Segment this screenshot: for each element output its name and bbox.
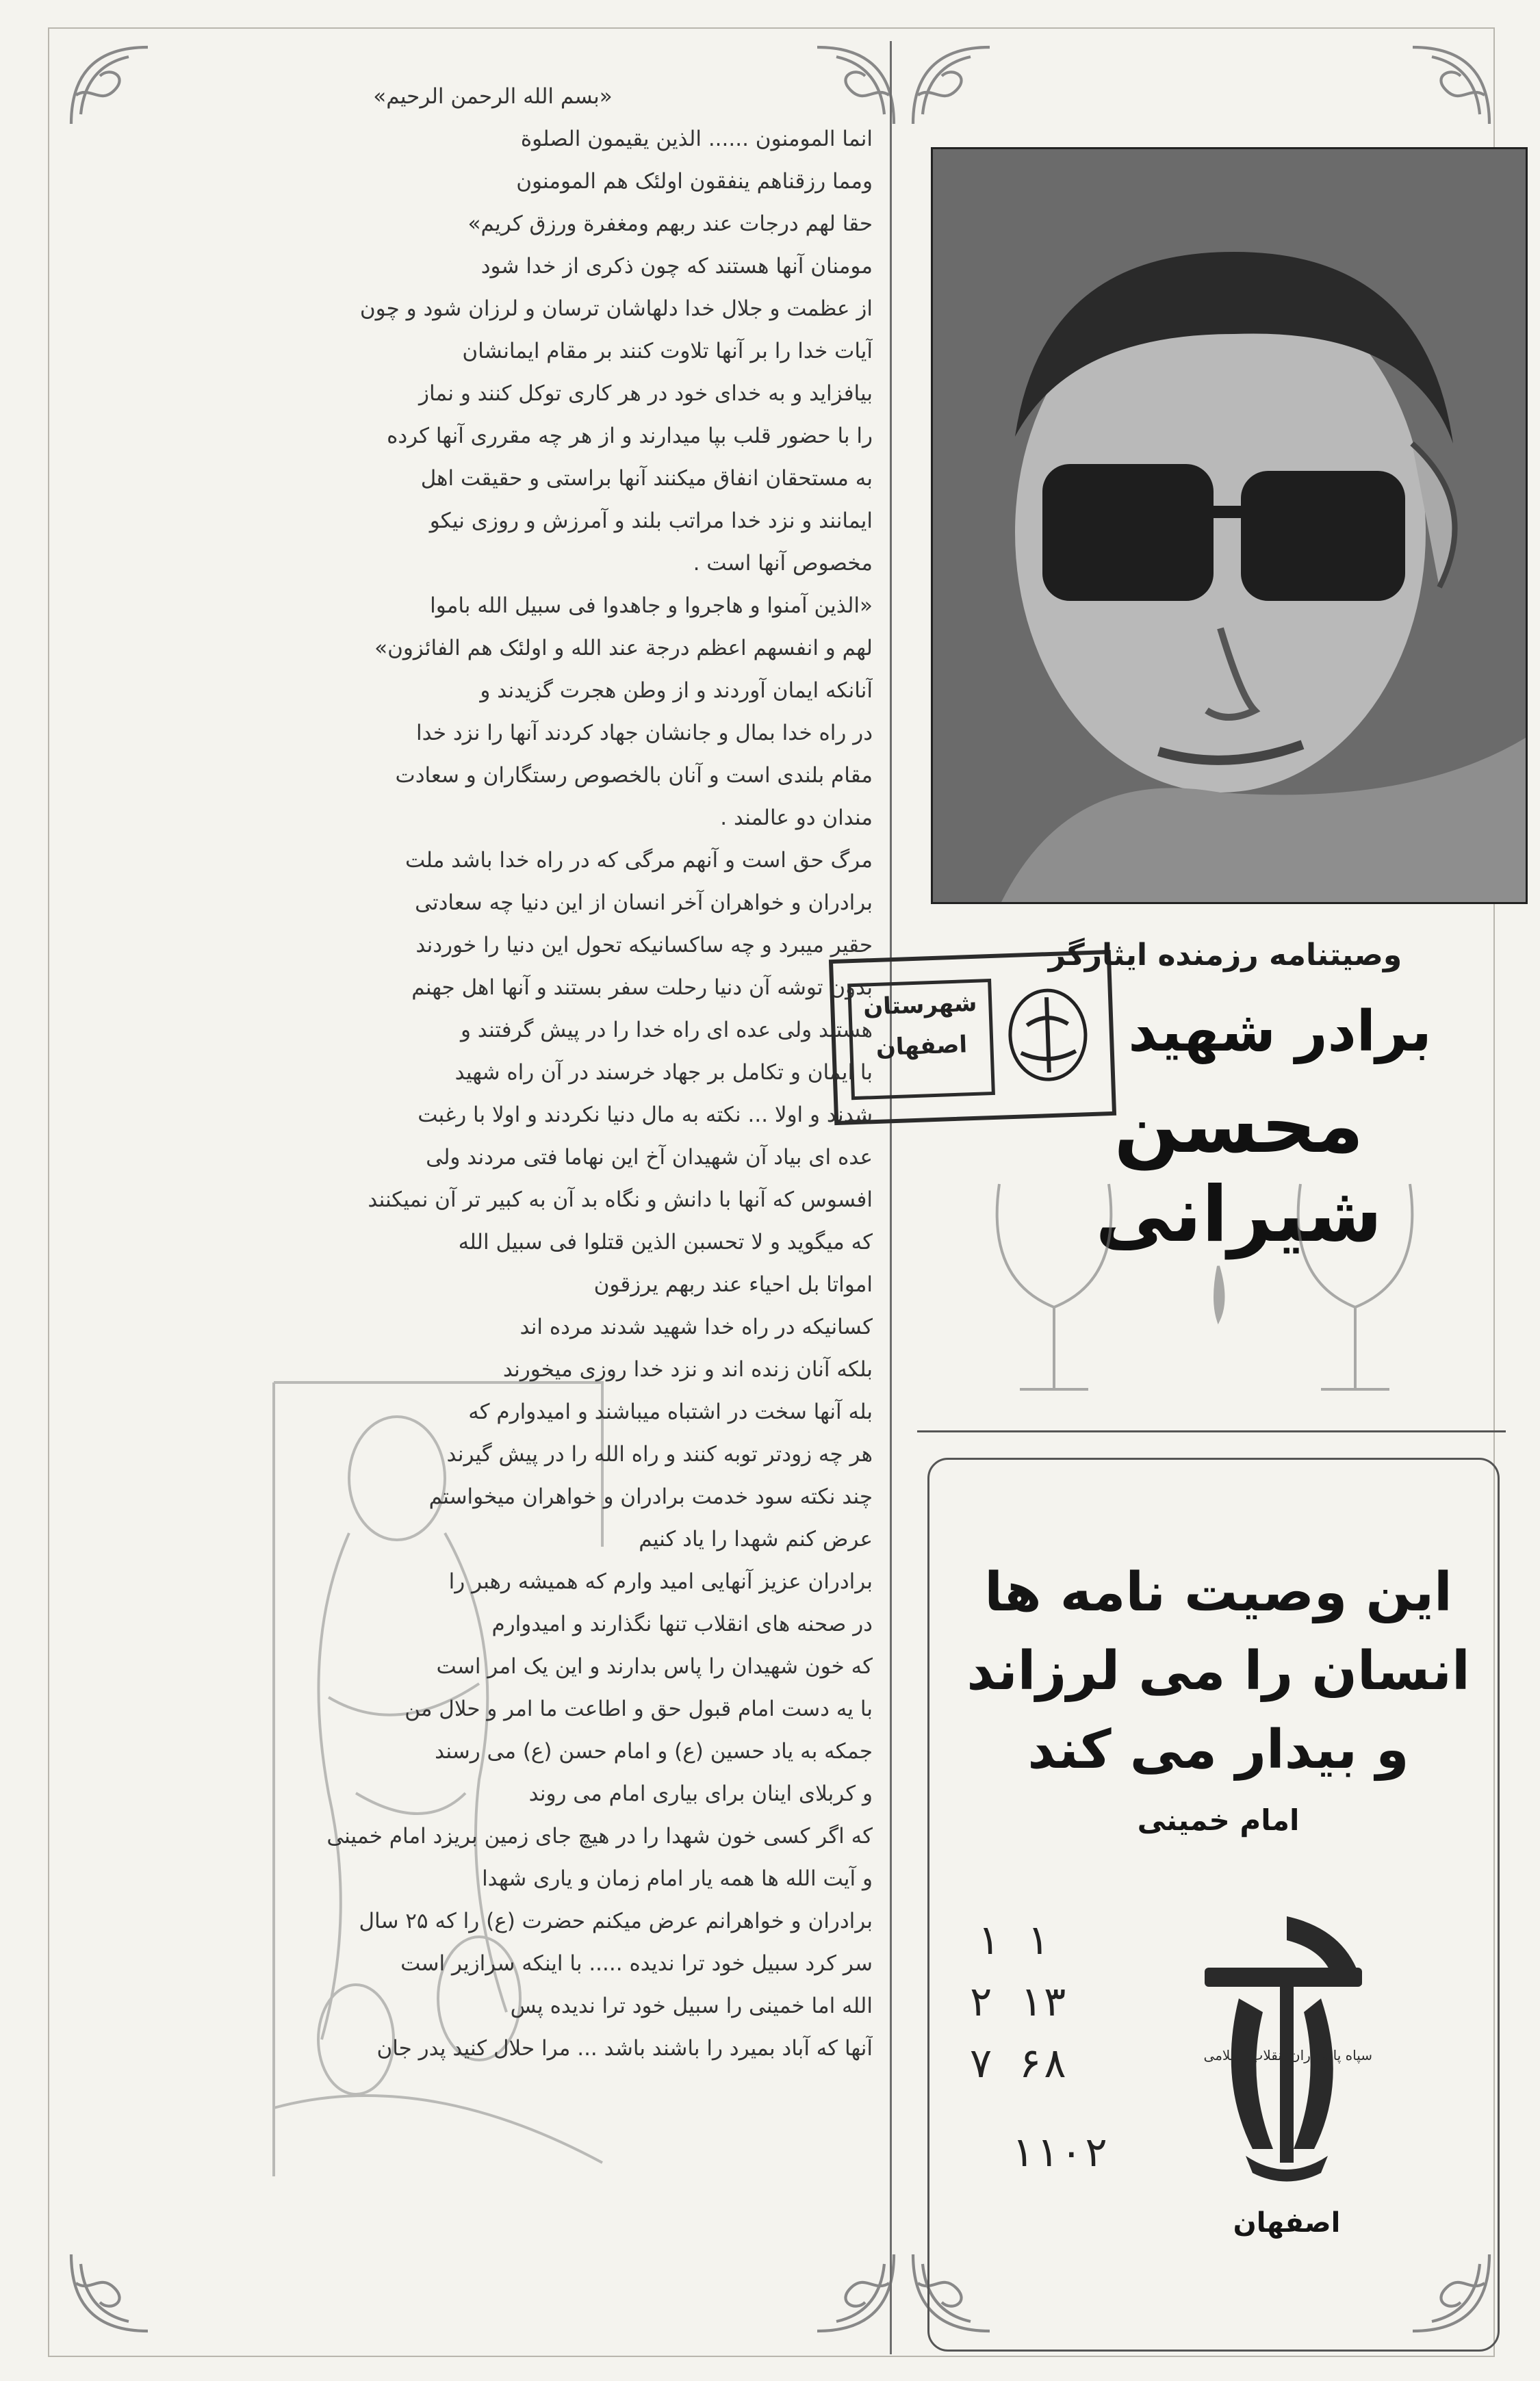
text-line: «الذین آمنوا و هاجروا و جاهدوا فی سبیل الله باموا	[430, 593, 873, 618]
text-line: حقا لهم درجات عند ربهم ومغفرة ورزق کریم»	[467, 211, 873, 236]
section-divider	[917, 1430, 1506, 1432]
quote-author: امام خمینی	[1137, 1803, 1300, 1837]
text-line: با یه دست امام قبول حق و اطاعت ما امر و حلال من	[405, 1697, 873, 1721]
text-line: برادران و خواهران آخر انسان از این دنیا چه سعادتی	[415, 890, 873, 915]
handwritten-date-notes	[955, 1903, 1174, 2204]
text-line: در صحنه های انقلاب تنها نگذارند و امیدوارم	[491, 1612, 873, 1636]
bismillah-heading: «بسم الله الرحمن الرحیم»	[373, 84, 613, 109]
text-line: به مستحقان انفاق میکنند آنها براستی و حقیقت اهل	[420, 466, 873, 491]
text-line: مقام بلندی است و آنان بالخصوص رستگاران و سعادت	[395, 763, 873, 788]
text-line: لهم و انفسهم اعظم درجة عند الله و اولئک هم الفائزون»	[374, 636, 873, 660]
text-line: آنها که آباد بمیرد را باشند باشد ... مرا حلال کنید پدر جان	[376, 2036, 873, 2061]
text-line: آنانکه ایمان آوردند و از وطن هجرت گزیدند و	[480, 678, 873, 703]
text-line: هستند ولی عده ای راه خدا را در پیش گرفتند و	[460, 1018, 873, 1042]
text-line: آیات خدا را بر آنها تلاوت کنند بر مقام ایمانشان	[462, 339, 873, 363]
text-line: در راه خدا بمال و جانشان جهاد کردند آنها را نزد خدا	[415, 721, 873, 745]
text-line: عده ای بیاد آن شهیدان آخ این نهاما فتی مردند ولی	[426, 1145, 873, 1170]
brother-martyr-title: برادر شهید	[1128, 999, 1432, 1064]
text-line: کسانیکه در راه خدا شهید شدند مرده اند	[519, 1315, 873, 1339]
tulip-glass-illustration	[958, 1170, 1478, 1403]
text-line: چند نکته سود خدمت برادران و خواهران میخواستم	[428, 1484, 873, 1509]
text-line: بله آنها سخت در اشتباه میباشند و امیدوارم که	[468, 1400, 873, 1424]
text-line: بلکه آنان زنده اند و نزد خدا روزی میخورند	[502, 1357, 873, 1382]
text-line: هر چه زودتر توبه کنند و راه الله را در پیش گیرند	[446, 1442, 873, 1467]
stamp-line-2: اصفهان	[875, 1031, 968, 1061]
text-line: برادران عزیز آنهایی امید وارم که همیشه رهبر را	[448, 1569, 873, 1594]
will-heading: وصیتنامه رزمنده ایثارگر	[1048, 938, 1402, 973]
martyr-name: محسن شیرانی	[1095, 1081, 1383, 1259]
text-line: سر کرد سبیل خود ترا ندیده ..... با اینکه سرازیر است	[400, 1951, 873, 1976]
khomeini-quote	[945, 1554, 1492, 1790]
text-line: بدون توشه آن دنیا رحلت سفر بستند و آنها اهل جهنم	[411, 975, 873, 1000]
corner-ornament-icon	[903, 38, 999, 133]
handwritten-line: ۷ ۶۸	[968, 2039, 1068, 2087]
text-line: را با حضور قلب بپا میدارند و از هر چه مقرری آنها کرده	[387, 424, 873, 448]
text-line: افسوس که آنها با دانش و نگاه بد آن به کبیر تر آن نمیکنند	[368, 1187, 873, 1212]
text-line: از عظمت و جلال خدا دلهاشان ترسان و لرزان شود و چون	[359, 296, 873, 321]
text-line: الله اما خمینی را سبیل خود ترا ندیده پس	[510, 1994, 873, 2018]
corner-ornament-icon	[1403, 38, 1499, 133]
text-line: و کربلای اینان برای بیاری امام می روند	[528, 1781, 873, 1806]
emblem-caption: سپاه پاسداران انقلاب اسلامی	[1203, 2047, 1372, 2063]
text-line: حقیر میبرد و چه ساکسانیکه تحول این دنیا را خوردند	[415, 933, 873, 957]
text-line: امواتا بل احیاء عند ربهم یرزقون	[593, 1272, 873, 1297]
quote-line: انسان را می لرزاند	[966, 1640, 1470, 1702]
text-line: و آیت الله ها همه یار امام زمان و یاری شهدا	[482, 1866, 873, 1891]
city-name: اصفهان	[1233, 2207, 1341, 2239]
text-line: مندان دو عالمند .	[720, 806, 873, 830]
martyr-portrait-photo	[931, 147, 1528, 904]
handwritten-line: ۲ ۱۳	[968, 1978, 1068, 2026]
text-line: که خون شهیدان را پاس بدارند و این یک امر است	[436, 1654, 873, 1679]
text-line: ومما رزقناهم ینفقون اولئک هم المومنون	[516, 169, 873, 194]
text-line: مرگ حق است و آنهم مرگی که در راه خدا باشد ملت	[405, 848, 873, 873]
stamp-line-1: شهرستان	[862, 989, 978, 1021]
text-line: مومنان آنها هستند که چون ذکری از خدا شود	[480, 254, 873, 279]
handwritten-line: ۱۱۰۲	[1010, 2128, 1109, 2176]
handwritten-line: ۱ ۱	[975, 1916, 1050, 1964]
text-line: شدند و اولا ... نکته به مال دنیا نکردند و اولا با رغبت	[418, 1103, 873, 1127]
text-line: ایمانند و نزد خدا مراتب بلند و آمرزش و روزی نیکو	[429, 509, 873, 533]
text-line: برادران و خواهرانم عرض میکنم حضرت (ع) را که ۲۵ سال	[359, 1909, 873, 1933]
irgc-emblem-icon	[1177, 1903, 1396, 2190]
column-divider	[890, 41, 892, 2354]
text-line: با ایمان و تکامل بر جهاد خرسند در آن راه شهید	[454, 1060, 873, 1085]
will-text-column	[113, 75, 873, 2334]
text-line: جمکه به یاد حسین (ع) و امام حسن (ع) می رسند	[435, 1739, 873, 1764]
text-line: عرض کنم شهدا را یاد کنیم	[639, 1527, 873, 1552]
text-line: که میگوید و لا تحسبن الذین قتلوا فی سبیل الله	[458, 1230, 873, 1254]
text-line: انما المومنون ...... الذین یقیمون الصلوة	[520, 127, 873, 151]
quote-line: این وصیت نامه ها	[984, 1562, 1452, 1623]
text-line: که اگر کسی خون شهدا را در هیچ جای زمین بریزد امام خمینی	[326, 1824, 873, 1849]
quote-line: و بیدار می کند	[1027, 1719, 1409, 1781]
text-line: بیافزاید و به خدای خود در هر کاری توکل کنند و نماز	[419, 381, 873, 406]
text-line: مخصوص آنها است .	[693, 551, 873, 576]
